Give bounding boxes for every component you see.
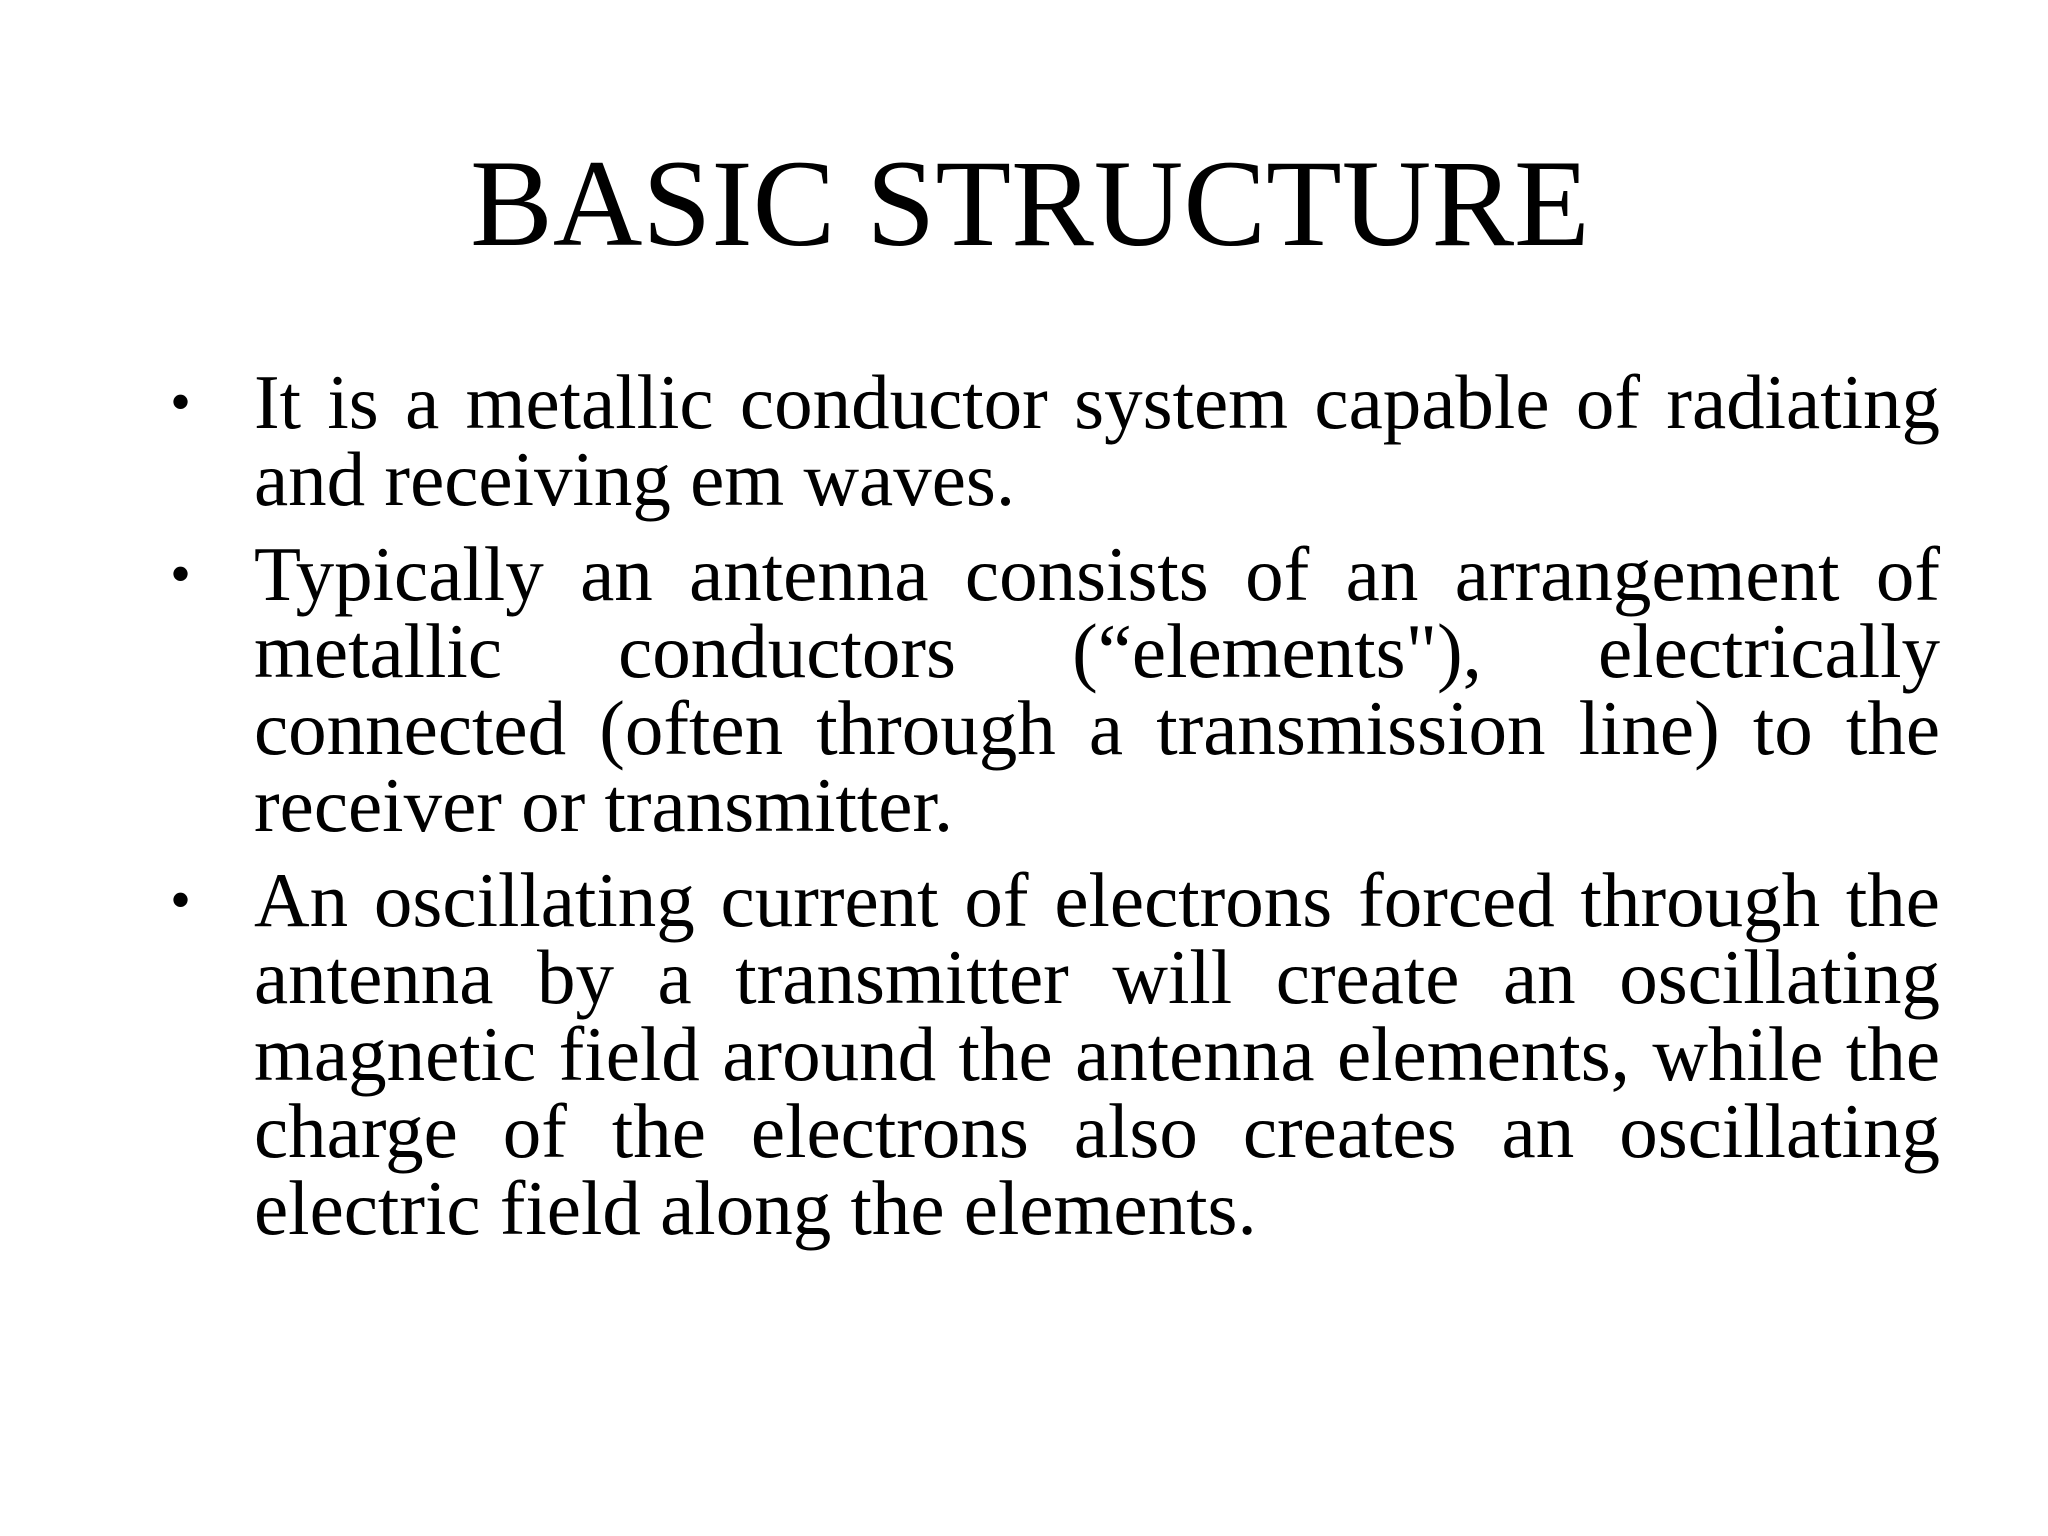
bullet-text: It is a metallic conductor system capable of radiating and receiving em waves. (254, 359, 1940, 522)
bullet-item (170, 359, 1940, 522)
bullet-icon: • (170, 867, 192, 933)
bullet-text: Typically an antenna consists of an arrangement of metallic conductors (“elements"), electrically connected (often through a transmission line) to the receiver or transmitter. (254, 531, 1940, 848)
bullet-item (170, 857, 1940, 1251)
bullet-icon: • (170, 541, 192, 607)
slide-title: BASIC STRUCTURE (470, 135, 1590, 272)
bullet-item (170, 531, 1940, 848)
bullet-icon: • (170, 369, 192, 435)
bullet-text: An oscillating current of electrons forced through the antenna by a transmitter will create an oscillating magnetic field around the antenna elements, while the charge of the electrons also creates an oscillating electric field along the elements. (254, 857, 1940, 1251)
bullet-list (170, 359, 1940, 1265)
